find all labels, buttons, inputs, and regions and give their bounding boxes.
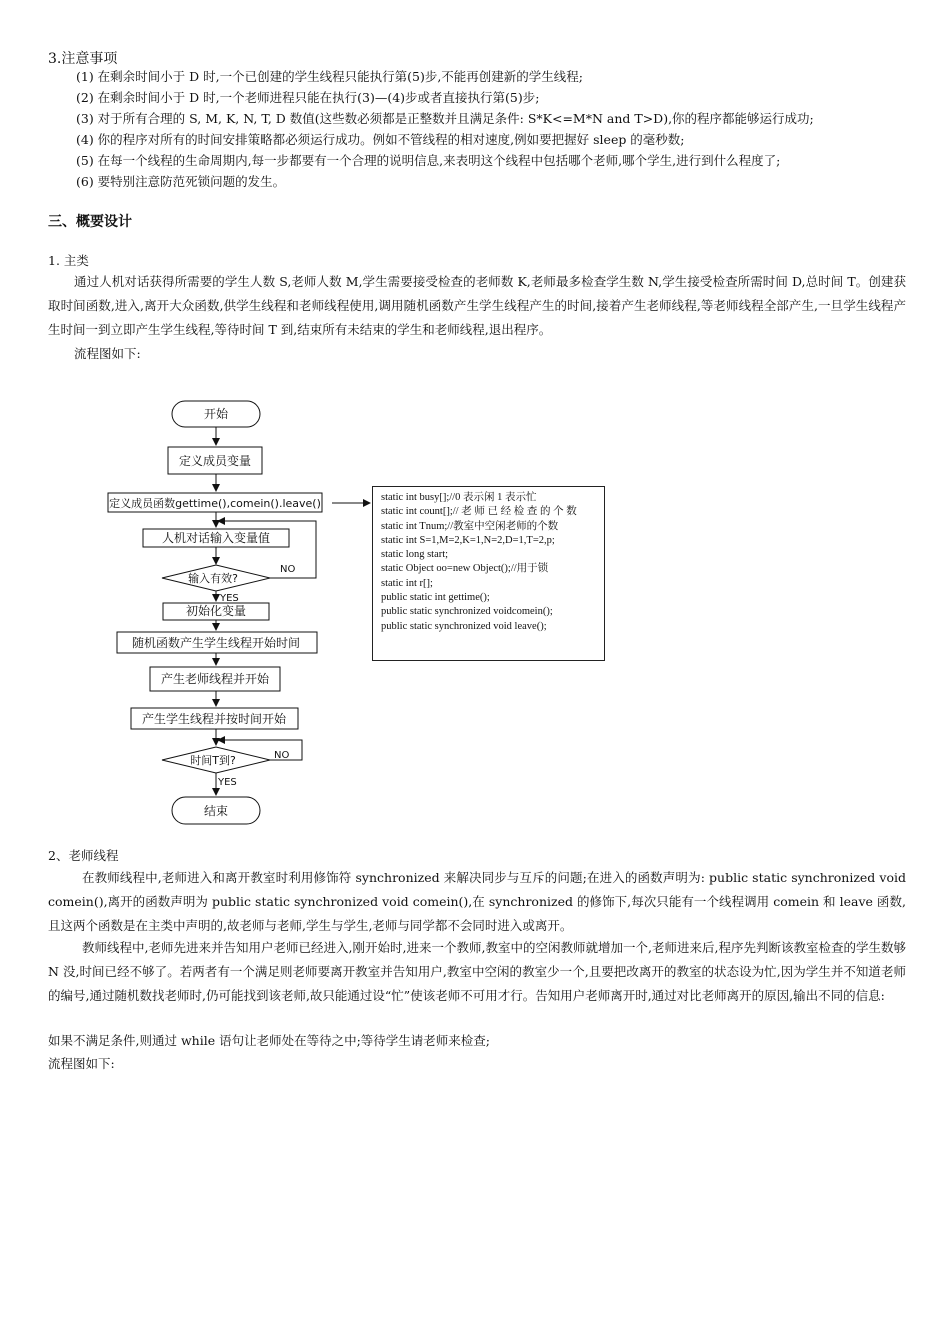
teacher-heading: 2、老师线程 [48,848,119,863]
note-item-5: (5) 在每一个线程的生命周期内,每一步都要有一个合理的说明信息,来表明这个线程中包括哪个老师,哪个学生,进行到什么程度了; [76,153,781,168]
code-line: static int Tnum;//教室中空闲老师的个数 [381,520,559,532]
code-line: static int busy[];//0 表示闲 1 表示忙 [381,492,537,503]
teacher-paragraph-3: 如果不满足条件,则通过 while 语句让老师处在等待之中;等待学生请老师来检查; [48,1033,490,1048]
note-item-6: (6) 要特别注意防范死锁问题的发生。 [76,174,286,189]
member-code-box [372,486,605,661]
flow-no-label-2: NO [274,750,290,761]
flow-valid-question: 输入有效? [188,572,238,585]
teacher-paragraph-1: 在教师线程中,老师进入和离开教室时利用修饰符 synchronized 来解决同步与互斥的问题;在进入的函数声明为: public static synchronized void comein(),离开的函数声明为 public static synchronized void comein(),在 synchronized 的修饰下,每次只能有一个线程调用 comein 和 leave 函数,且这两个函数是在主类中声明的,故老师与老师,学生与学生,老师与同学都不会同时进入或离开。 [48,870,906,933]
code-line: static Object oo=new Object();//用于锁 [381,563,549,575]
flow-random-time: 随机函数产生学生线程开始时间 [131,636,301,650]
flow-input-vars: 人机对话输入变量值 [161,531,271,545]
section3-heading: 3.注意事项 [48,51,118,67]
note-item-1: (1) 在剩余时间小于 D 时,一个已创建的学生线程只能执行第(5)步,不能再创建新的学生线程; [76,69,584,84]
note-item-2: (2) 在剩余时间小于 D 时,一个老师进程只能在执行(3)—(4)步或者直接执行第(5)步; [76,90,540,105]
code-line: static int r[]; [381,577,433,589]
main-class-heading: 1. 主类 [48,253,89,268]
flow-end: 结束 [203,804,229,818]
flow-yes-label-1: YES [220,593,239,604]
code-line: public static synchronized void leave(); [381,620,547,632]
code-line: static int S=1,M=2,K=1,N=2,D=1,T=2,p; [381,534,555,546]
teacher-paragraph-2: 教师线程中,老师先进来并告知用户老师已经进入,刚开始时,进来一个教师,教室中的空闲教师就增加一个,老师进来后,程序先判断该教室检查的学生数够 N 没,时间已经不够了。若两者有一个满足则老师要离开教室并告知用户,教室中空闲的教室少一个,且要把改离开的教室的状态设为忙,因为学生并不知道老师的编号,通过随机数找老师时,仍可能找到该老师,故只能通过设“忙”使该老师不可用才行。告知用户老师离开时,通过对比老师离开的原因,输出不同的信息: [48,940,906,1003]
flow-init-vars: 初始化变量 [185,604,247,618]
note-item-4: (4) 你的程序对所有的时间安排策略都必须运行成功。例如不管线程的相对速度,例如要把握好 sleep 的毫秒数; [76,132,685,147]
code-line: public static int gettime(); [381,592,490,604]
flowchart-label-2: 流程图如下: [48,1056,115,1071]
flow-teacher-thread: 产生老师线程并开始 [160,672,270,686]
flow-time-question: 时间T到? [190,754,236,767]
overview-heading: 三、概要设计 [48,214,132,230]
flow-define-funcs: 定义成员函数gettime(),comein().leave() [109,497,321,510]
note-item-3: (3) 对于所有合理的 S, M, K, N, T, D 数值(这些数必须都是正整数并且满足条件: S*K<=M*N and T>D),你的程序都能够运行成功; [76,111,814,126]
main-class-paragraph: 通过人机对话获得所需要的学生人数 S,老师人数 M,学生需要接受检查的老师数 K,老师最多检查学生数 N,学生接受检查所需时间 D,总时间 T。创建获取时间函数,进入,离开大众函数,供学生线程和老师线程使用,调用随机函数产生学生线程产生的时间,接着产生老师线程,等老师线程全部产生,一旦学生线程产生时间一到立即产生学生线程,等待时间 T 到,结束所有未结束的学生和老师线程,退出程序。 [48,274,906,337]
code-line: static int count[];// 老 师 已 经 检 查 的 个 数 [381,506,577,518]
flow-yes-label-2: YES [218,777,237,788]
flow-student-thread: 产生学生线程并按时间开始 [141,712,287,726]
flowchart-label-1: 流程图如下: [74,346,141,361]
flow-define-vars: 定义成员变量 [178,454,252,468]
flow-no-label-1: NO [280,564,296,575]
flow-start: 开始 [203,407,229,421]
code-line: static long start; [381,549,449,561]
code-line: public static synchronized voidcomein(); [381,606,553,618]
